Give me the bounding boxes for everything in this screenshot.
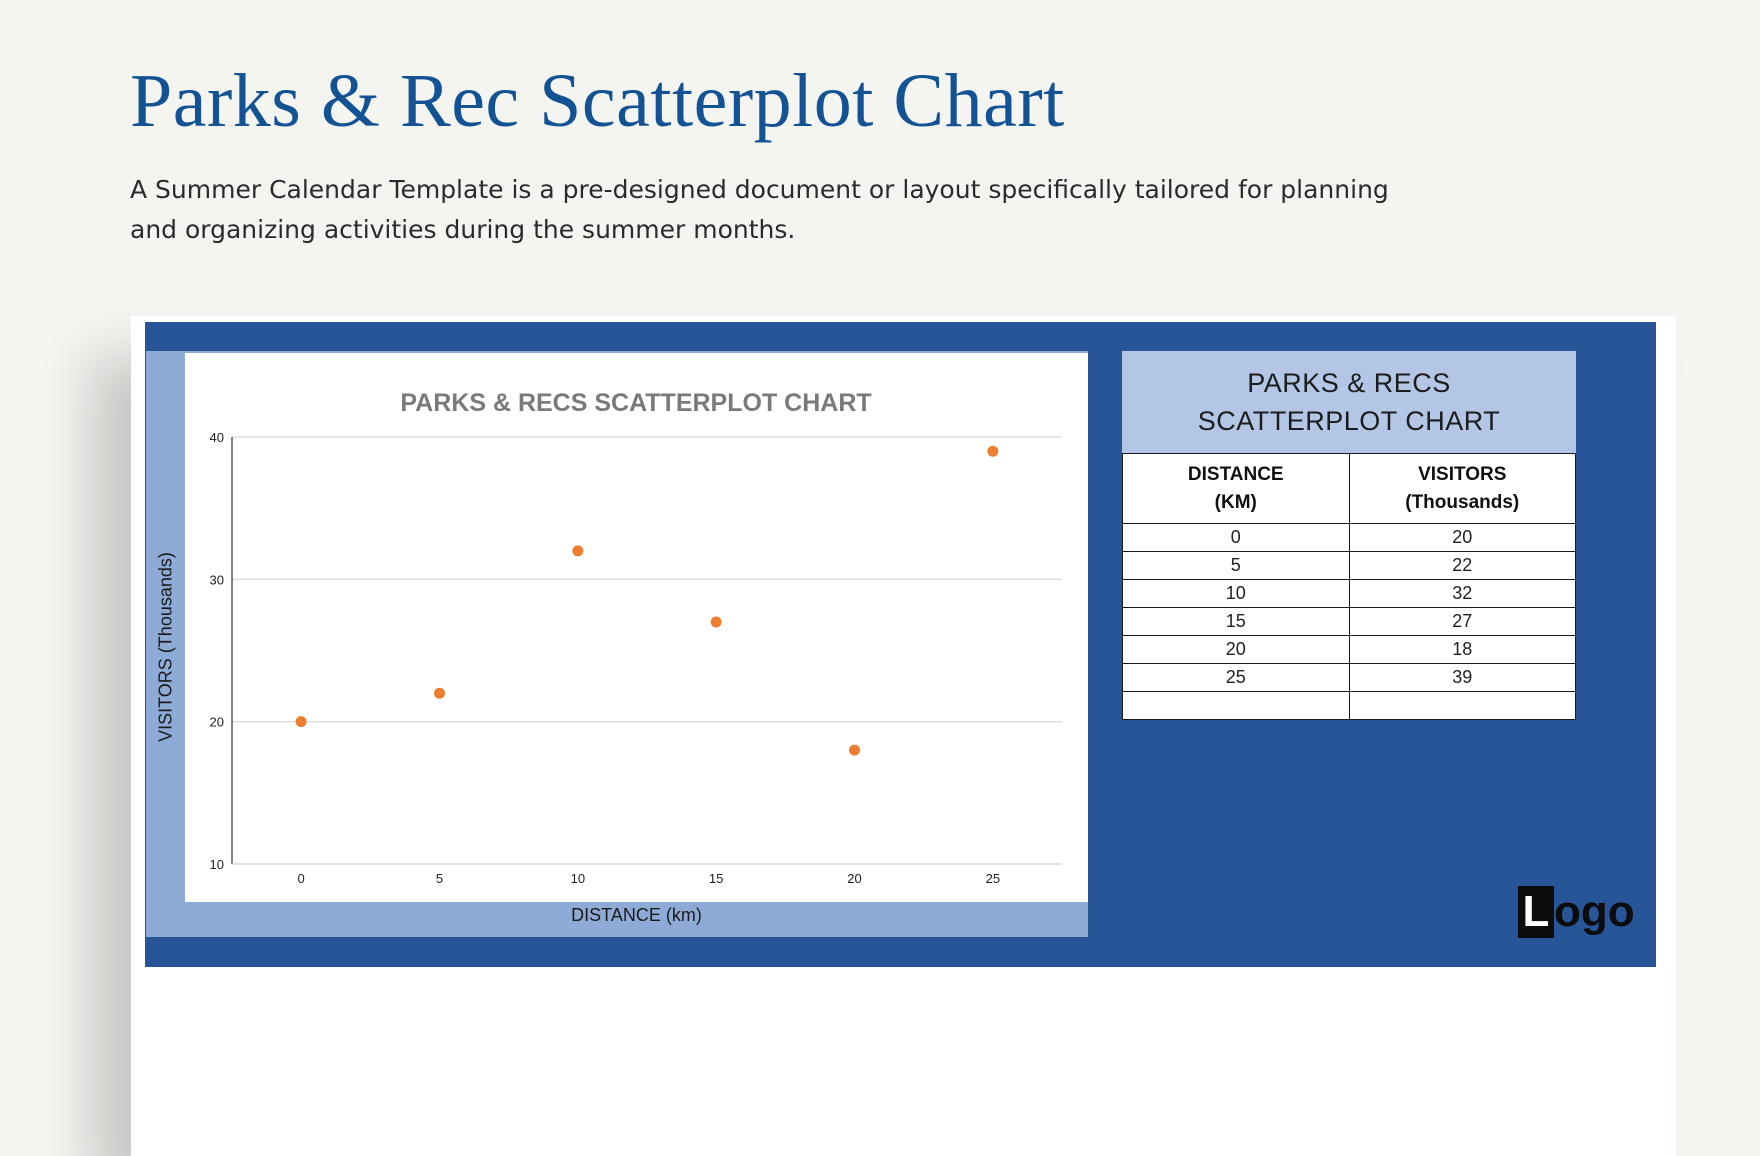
- table-cell-visitors: 20: [1349, 524, 1576, 552]
- x-tick-label: 10: [570, 871, 586, 886]
- chart-area: [185, 353, 1088, 902]
- x-tick-label: 25: [985, 871, 1001, 886]
- table-cell-distance: 10: [1123, 580, 1350, 608]
- table-cell-visitors: 39: [1349, 664, 1576, 692]
- table-cell-distance: 25: [1123, 664, 1350, 692]
- column-header-visitors-line2: (Thousands): [1405, 491, 1520, 513]
- y-tick-label: 20: [209, 714, 224, 730]
- y-axis-label: VISITORS (Thousands): [155, 552, 176, 742]
- data-point: [572, 545, 583, 556]
- table-row: [1123, 524, 1576, 552]
- table-row: [1123, 552, 1576, 580]
- data-point: [711, 617, 722, 628]
- chart-title: PARKS & RECS SCATTERPLOT CHART: [400, 389, 872, 417]
- table-title-line2: SCATTERPLOT CHART: [1197, 406, 1501, 436]
- data-point: [849, 745, 860, 756]
- table-cell-distance: 0: [1123, 524, 1350, 552]
- column-header-visitors: [1349, 454, 1576, 524]
- data-point: [434, 688, 445, 699]
- y-tick-label: 30: [209, 572, 224, 588]
- page-description: A Summer Calendar Template is a pre-designed document or layout specifically tailored for planning and organizing activities during the summer months.: [130, 175, 1389, 244]
- table-row: [1123, 692, 1576, 720]
- page-title: Parks & Rec Scatterplot Chart: [130, 59, 1065, 143]
- table-row: [1123, 664, 1576, 692]
- table-row: [1123, 636, 1576, 664]
- table-title-line1: PARKS & RECS: [1247, 368, 1451, 398]
- logo-text: ogo: [1554, 887, 1635, 936]
- x-tick-label: 15: [708, 871, 724, 886]
- table-cell-distance: [1123, 692, 1350, 720]
- logo: [1518, 886, 1635, 938]
- table-title: [1122, 351, 1576, 453]
- table-row: [1123, 608, 1576, 636]
- x-tick-label: 20: [847, 871, 862, 886]
- x-tick-label: 5: [435, 871, 444, 886]
- column-header-distance-line1: DISTANCE: [1187, 463, 1284, 485]
- table-row: [1123, 580, 1576, 608]
- column-header-distance: [1123, 454, 1350, 524]
- table-cell-visitors: 22: [1349, 552, 1576, 580]
- x-axis-label: DISTANCE (km): [571, 905, 702, 925]
- table-cell-visitors: 18: [1349, 636, 1576, 664]
- y-tick-label: 40: [209, 430, 224, 445]
- table-cell-visitors: [1349, 692, 1576, 720]
- data-point: [987, 446, 998, 457]
- table-cell-distance: 15: [1123, 608, 1350, 636]
- data-point: [296, 716, 307, 727]
- table-cell-visitors: 32: [1349, 580, 1576, 608]
- scatter-chart: [185, 353, 1088, 902]
- data-table-card: [1122, 351, 1576, 720]
- table-header-row: [1123, 454, 1576, 524]
- table-cell-visitors: 27: [1349, 608, 1576, 636]
- table-cell-distance: 5: [1123, 552, 1350, 580]
- column-header-distance-line2: (KM): [1214, 491, 1257, 513]
- x-tick-label: 0: [297, 871, 305, 886]
- column-header-visitors-line1: VISITORS: [1418, 463, 1507, 485]
- logo-mark: L: [1518, 886, 1554, 938]
- y-tick-label: 10: [209, 857, 224, 872]
- data-table: [1122, 453, 1576, 720]
- table-cell-distance: 20: [1123, 636, 1350, 664]
